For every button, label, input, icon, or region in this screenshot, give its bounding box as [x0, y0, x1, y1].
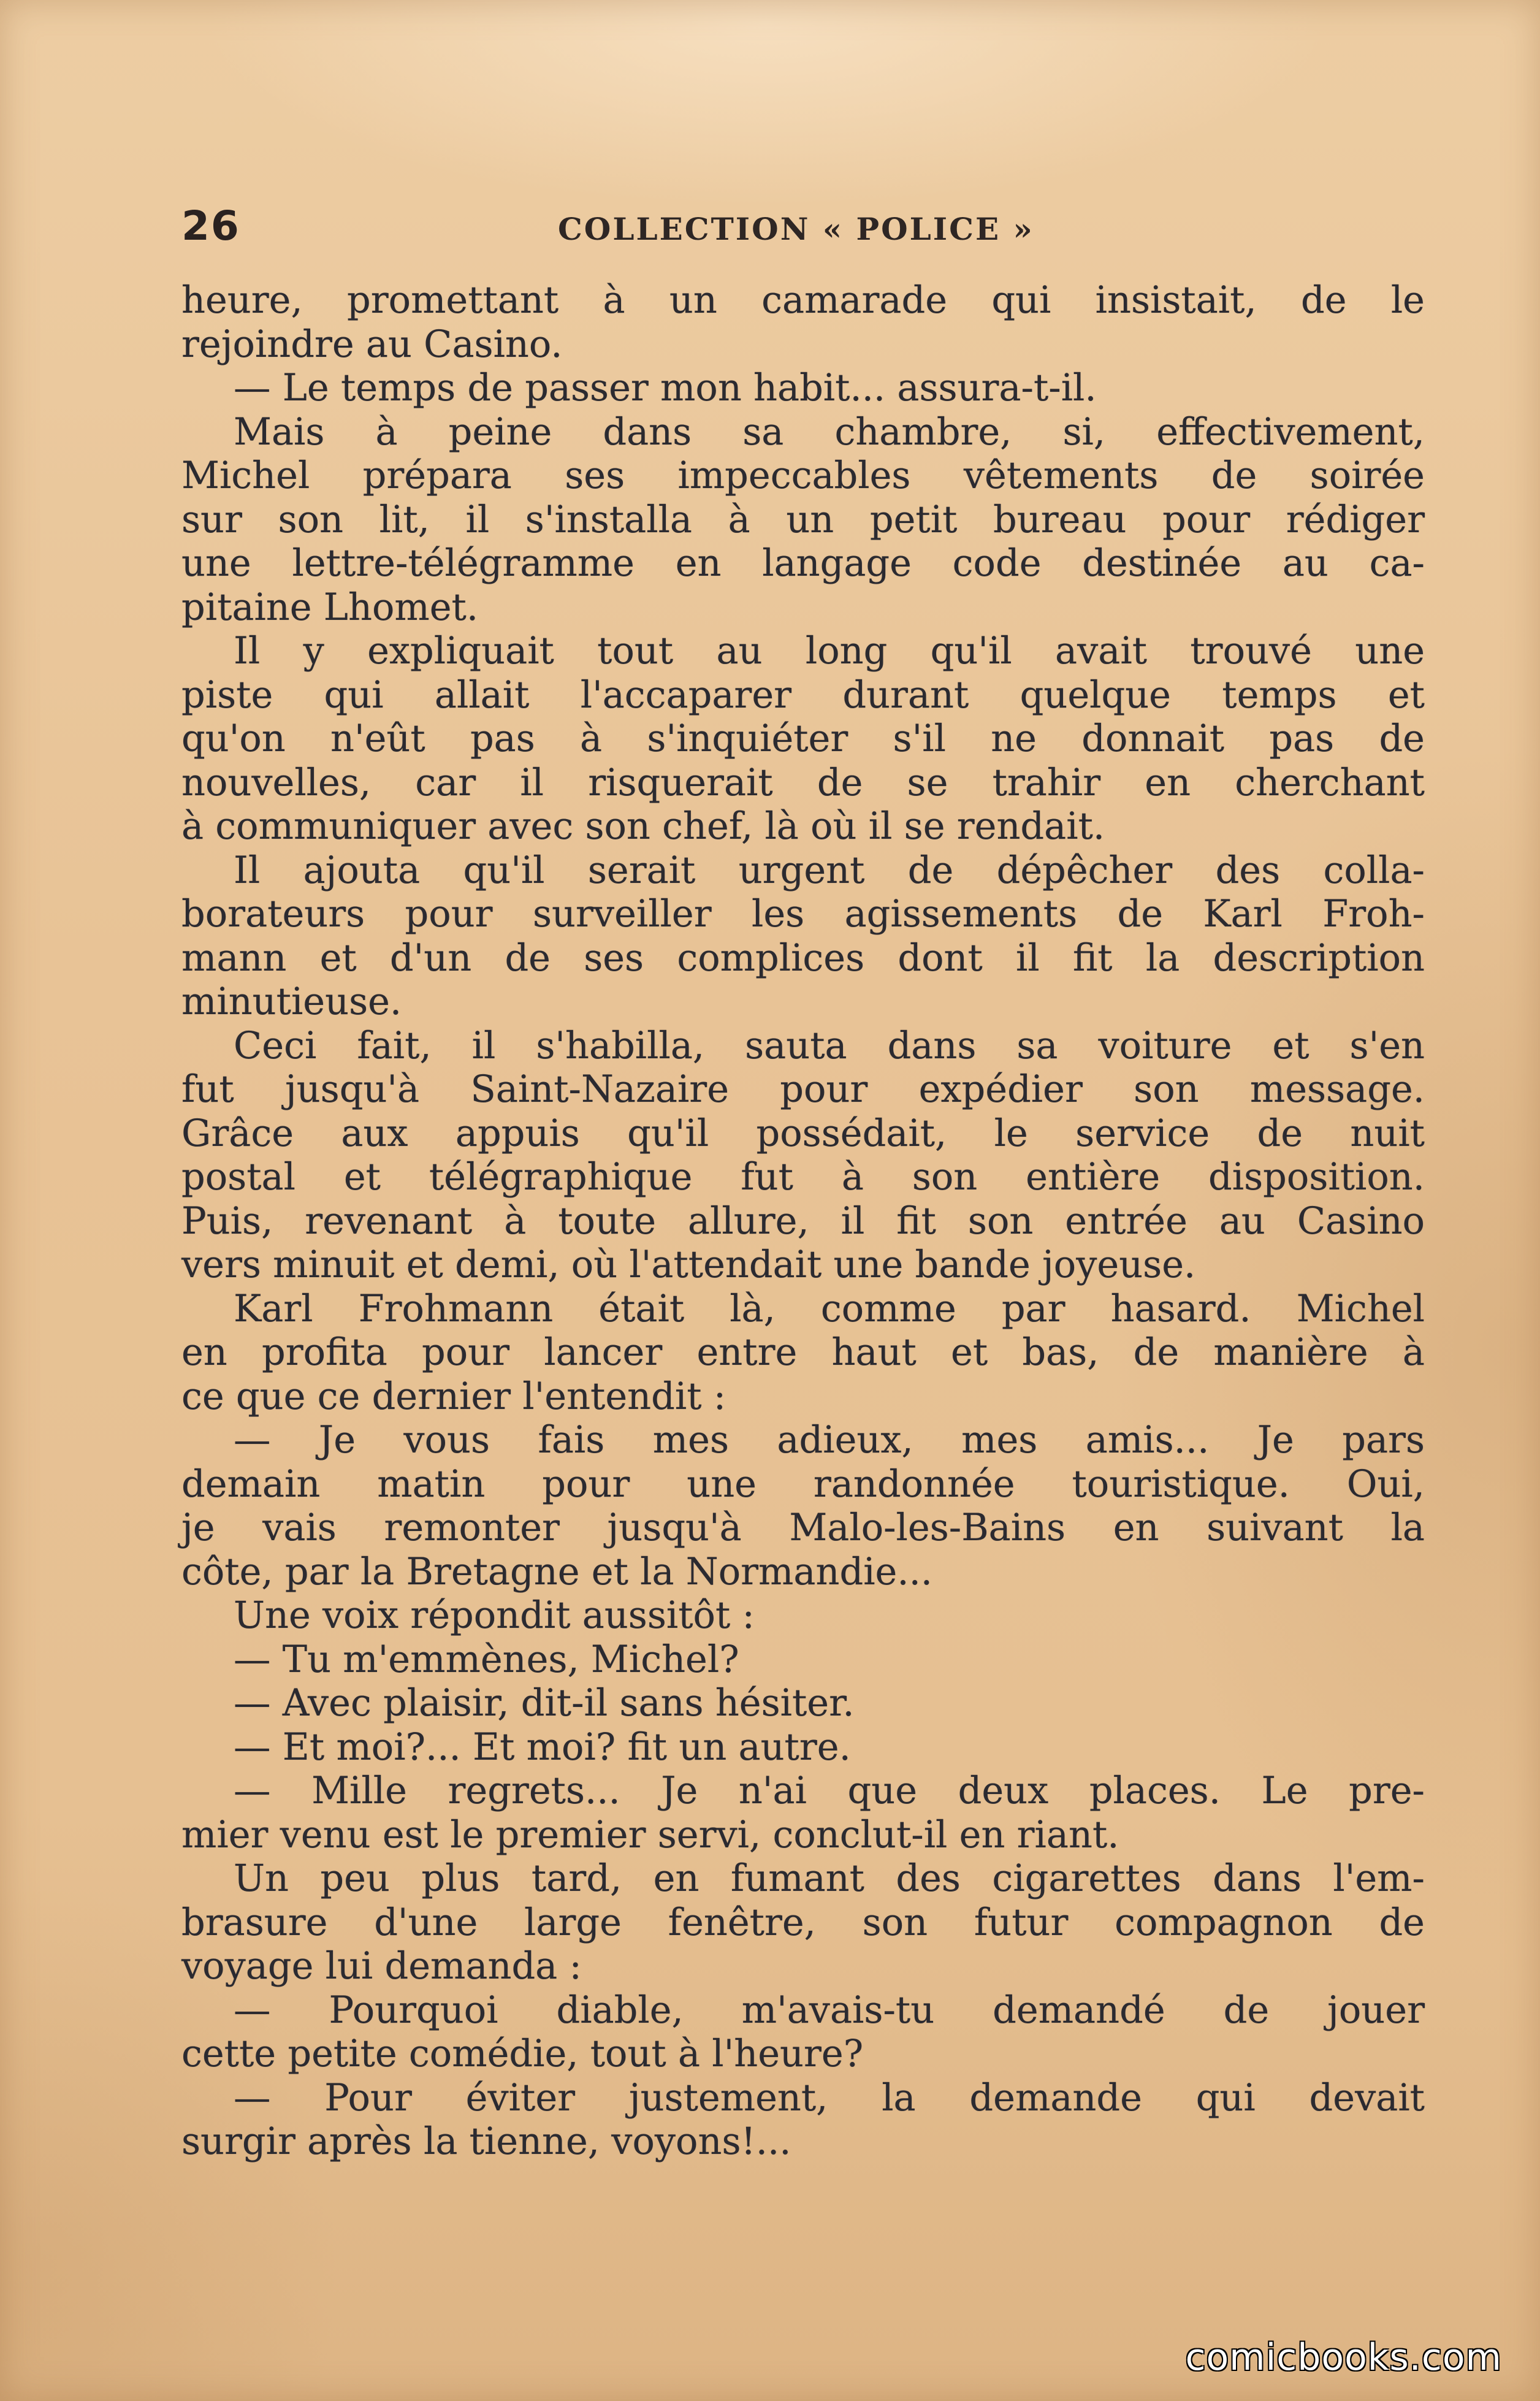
text-line: — Je vous fais mes adieux, mes amis... Je pars	[234, 1419, 1425, 1462]
text-line: Ceci fait, il s'habilla, sauta dans sa voiture et s'en	[234, 1024, 1425, 1067]
text-line: — Le temps de passer mon habit... assura-t-il.	[234, 367, 1097, 410]
text-line: — Mille regrets... Je n'ai que deux places. Le pre-	[234, 1769, 1425, 1812]
text-line: — Tu m'emmènes, Michel?	[234, 1638, 739, 1681]
watermark: comicbooks.com	[1185, 2336, 1502, 2379]
text-line: — Pourquoi diable, m'avais-tu demandé de jouer	[234, 1988, 1425, 2032]
text-line: — Avec plaisir, dit-il sans hésiter.	[234, 1682, 855, 1725]
text-line: voyage lui demanda :	[181, 1945, 582, 1988]
body-text	[181, 279, 1425, 2164]
text-line: Grâce aux appuis qu'il possédait, le service de nuit	[181, 1112, 1425, 1155]
running-head	[181, 202, 1426, 258]
text-line: surgir après la tienne, voyons!...	[181, 2120, 791, 2163]
text-line: pitaine Lhomet.	[181, 586, 479, 629]
text-line: nouvelles, car il risquerait de se trahir en cherchant	[181, 761, 1425, 804]
text-line: piste qui allait l'accaparer durant quelque temps et	[181, 673, 1425, 717]
text-line: Mais à peine dans sa chambre, si, effectivement,	[234, 410, 1425, 454]
text-line: je vais remonter jusqu'à Malo-les-Bains en suivant la	[181, 1506, 1425, 1549]
text-line: — Pour éviter justement, la demande qui devait	[234, 2076, 1425, 2120]
text-line: brasure d'une large fenêtre, son futur compagnon de	[181, 1901, 1425, 1944]
text-line: — Et moi?... Et moi? fit un autre.	[234, 1725, 851, 1769]
text-line: qu'on n'eût pas à s'inquiéter s'il ne donnait pas de	[181, 717, 1425, 760]
text-line: Une voix répondit aussitôt :	[234, 1594, 755, 1637]
text-line: heure, promettant à un camarade qui insistait, de le	[181, 279, 1425, 322]
page-number: 26	[181, 202, 240, 250]
text-line: Michel prépara ses impeccables vêtements de soirée	[181, 454, 1425, 497]
text-line: demain matin pour une randonnée touristique. Oui,	[181, 1462, 1425, 1506]
text-line: fut jusqu'à Saint-Nazaire pour expédier son message.	[181, 1068, 1425, 1111]
text-line: mier venu est le premier servi, conclut-il en riant.	[181, 1813, 1119, 1857]
text-line: Karl Frohmann était là, comme par hasard. Michel	[234, 1287, 1425, 1330]
text-line: mann et d'un de ses complices dont il fit la description	[181, 936, 1425, 980]
collection-title: COLLECTION « POLICE »	[558, 211, 1034, 247]
text-line: côte, par la Bretagne et la Normandie...	[181, 1550, 933, 1594]
text-line: à communiquer avec son chef, là où il se rendait.	[181, 805, 1105, 848]
text-line: ce que ce dernier l'entendit :	[181, 1375, 726, 1418]
text-line: rejoindre au Casino.	[181, 323, 563, 366]
text-line: minutieuse.	[181, 980, 402, 1023]
text-line: une lettre-télégramme en langage code destinée au ca-	[181, 542, 1425, 585]
text-line: vers minuit et demi, où l'attendait une bande joyeuse.	[181, 1243, 1196, 1286]
text-line: postal et télégraphique fut à son entière disposition.	[181, 1156, 1425, 1199]
text-line: en profita pour lancer entre haut et bas, de manière à	[181, 1331, 1425, 1374]
text-line: Un peu plus tard, en fumant des cigarettes dans l'em-	[234, 1857, 1425, 1900]
text-line: sur son lit, il s'installa à un petit bureau pour rédiger	[181, 498, 1425, 541]
text-line: borateurs pour surveiller les agissements de Karl Froh-	[181, 893, 1425, 936]
text-line: cette petite comédie, tout à l'heure?	[181, 2033, 864, 2075]
text-line: Il ajouta qu'il serait urgent de dépêcher des colla-	[234, 849, 1425, 892]
text-line: Il y expliquait tout au long qu'il avait trouvé une	[234, 630, 1425, 673]
text-line: Puis, revenant à toute allure, il fit son entrée au Casino	[181, 1199, 1425, 1243]
